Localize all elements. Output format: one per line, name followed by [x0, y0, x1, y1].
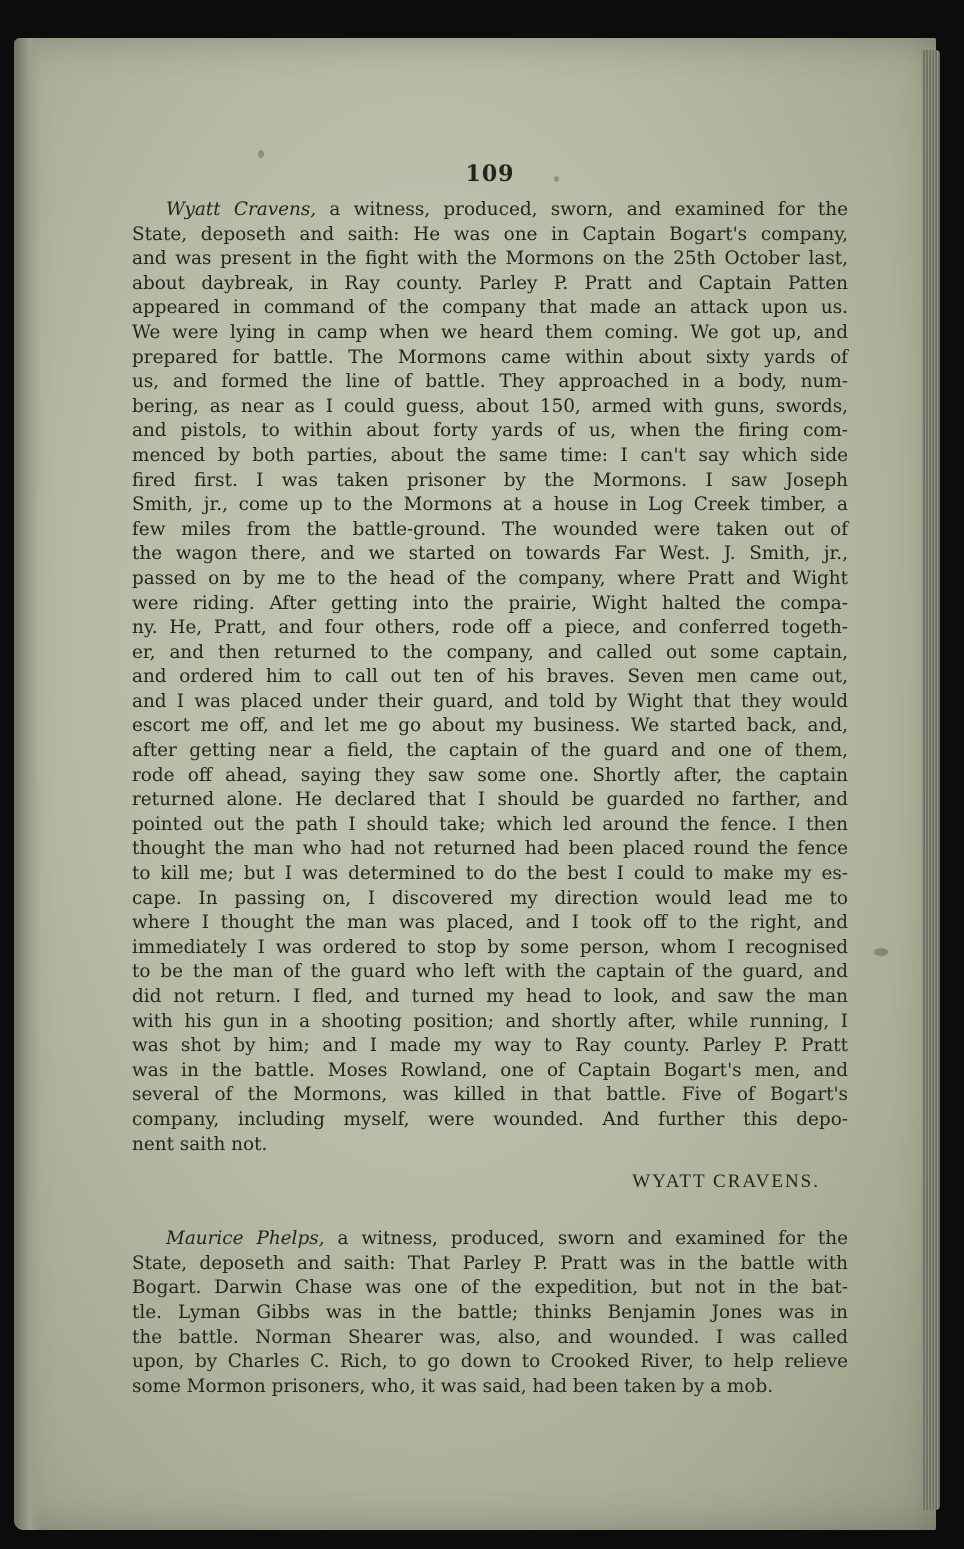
line-text: er, and then returned to the company, and called out some captain,	[132, 641, 848, 663]
line-text: escort me off, and let me go about my business. We started back, and,	[132, 715, 848, 737]
line-text: some Mormon prisoners, who, it was said, had been taken by a mob.	[132, 1375, 774, 1397]
text-line	[132, 1133, 848, 1158]
text-line	[132, 837, 848, 862]
ink-spot	[874, 948, 888, 956]
text-line	[132, 542, 848, 567]
line-text: cape. In passing on, I discovered my direction would lead me to	[132, 887, 848, 909]
line-text: with his gun in a shooting position; and shortly after, while running, I	[132, 1010, 848, 1032]
line-text: tle. Lyman Gibbs was in the battle; thinks Benjamin Jones was in	[132, 1301, 848, 1323]
line-text: where I thought the man was placed, and I took off to the right, and	[132, 912, 848, 934]
line-text: us, and formed the line of battle. They approached in a body, num-	[132, 371, 848, 393]
text-line	[132, 493, 848, 518]
line-text: the battle. Norman Shearer was, also, and wounded. I was called	[132, 1326, 848, 1348]
text-line	[132, 1252, 848, 1277]
line-text: appeared in command of the company that made an attack upon us.	[132, 297, 848, 319]
text-line	[132, 714, 848, 739]
line-text: rode off ahead, saying they saw some one. Shortly after, the captain	[132, 764, 848, 786]
text-line	[132, 247, 848, 272]
page-number: 109	[465, 161, 515, 187]
text-line	[132, 887, 848, 912]
text-line	[132, 223, 848, 248]
text-line	[132, 321, 848, 346]
text-line	[132, 1227, 848, 1252]
line-text: fired first. I was taken prisoner by the Mormons. I saw Joseph	[132, 469, 848, 491]
line-text: prepared for battle. The Mormons came within about sixty yards of	[132, 346, 848, 368]
text-line	[132, 1108, 848, 1133]
line-text: We were lying in camp when we heard them coming. We got up, and	[132, 321, 848, 343]
text-line	[132, 936, 848, 961]
line-text: returned alone. He declared that I should be guarded no farther, and	[132, 789, 848, 811]
text-line	[132, 518, 848, 543]
line-text: a witness, produced, sworn, and examined for the	[329, 199, 848, 220]
line-text: ny. He, Pratt, and four others, rode off a piece, and conferred togeth-	[132, 617, 848, 639]
deposition-maurice-phelps	[132, 1227, 848, 1399]
page-stack-edges	[922, 50, 940, 1510]
line-text: menced by both parties, about the same time: I can't say which side	[132, 444, 848, 466]
line-text: few miles from the battle-ground. The wounded were taken out of	[132, 518, 848, 540]
text-line	[132, 272, 848, 297]
text-line	[132, 1034, 848, 1059]
line-text: thought the man who had not returned had been placed round the fence	[132, 838, 848, 860]
line-text: about daybreak, in Ray county. Parley P. Pratt and Captain Patten	[132, 272, 848, 294]
line-text: was shot by him; and I made my way to Ray county. Parley P. Pratt	[132, 1035, 848, 1057]
text-line	[132, 911, 848, 936]
text-line	[132, 1350, 848, 1375]
text-line	[132, 1301, 848, 1326]
line-text: were riding. After getting into the prairie, Wight halted the compa-	[132, 592, 848, 614]
witness-name: Maurice Phelps,	[166, 1228, 325, 1250]
text-line	[132, 370, 848, 395]
line-text: immediately I was ordered to stop by some person, whom I recognised	[132, 936, 848, 958]
text-line	[132, 788, 848, 813]
line-text: after getting near a field, the captain of the guard and one of them,	[132, 740, 848, 762]
text-line	[132, 1276, 848, 1301]
text-line	[132, 469, 848, 494]
line-text: bering, as near as I could guess, about 150, armed with guns, swords,	[132, 395, 848, 417]
text-line	[132, 296, 848, 321]
text-line	[132, 1059, 848, 1084]
text-line	[132, 641, 848, 666]
text-line	[132, 960, 848, 985]
text-line	[132, 739, 848, 764]
text-line	[132, 1375, 848, 1400]
line-text: pointed out the path I should take; which led around the fence. I then	[132, 813, 848, 835]
line-text: was in the battle. Moses Rowland, one of Captain Bogart's men, and	[132, 1059, 848, 1081]
line-text: and I was placed under their guard, and told by Wight that they would	[132, 690, 848, 712]
text-line	[132, 1083, 848, 1108]
line-text: upon, by Charles C. Rich, to go down to Crooked River, to help relieve	[132, 1351, 848, 1373]
line-text: the wagon there, and we started on towards Far West. J. Smith, jr.,	[132, 543, 848, 565]
text-line	[132, 592, 848, 617]
line-text: nent saith not.	[132, 1133, 268, 1155]
witness-name: Wyatt Cravens,	[166, 199, 317, 220]
text-line	[132, 616, 848, 641]
line-text: several of the Mormons, was killed in that battle. Five of Bogart's	[132, 1084, 848, 1106]
line-text: to be the man of the guard who left with the captain of the guard, and	[132, 961, 848, 983]
signature-wyatt-cravens: WYATT CRAVENS.	[632, 1171, 820, 1193]
line-text: a witness, produced, sworn and examined for the	[337, 1228, 848, 1250]
text-line	[132, 690, 848, 715]
line-text: and was present in the fight with the Mormons on the 25th October last,	[132, 248, 848, 270]
text-line	[132, 198, 848, 223]
line-text: and pistols, to within about forty yards of us, when the firing com-	[132, 420, 848, 442]
line-text: did not return. I fled, and turned my head to look, and saw the man	[132, 986, 848, 1007]
line-text: and ordered him to call out ten of his braves. Seven men came out,	[132, 666, 848, 688]
line-text: Smith, jr., come up to the Mormons at a house in Log Creek timber, a	[132, 494, 848, 516]
page-text	[132, 150, 848, 1399]
line-text: Bogart. Darwin Chase was one of the expedition, but not in the bat-	[132, 1277, 848, 1299]
text-line	[132, 764, 848, 789]
text-line	[132, 813, 848, 838]
text-line	[132, 444, 848, 469]
line-text: company, including myself, were wounded. And further this depo-	[132, 1108, 848, 1130]
text-line	[132, 985, 848, 1010]
line-text: to kill me; but I was determined to do the best I could to make my es-	[132, 863, 848, 885]
line-text: State, deposeth and saith: That Parley P. Pratt was in the battle with	[132, 1252, 848, 1274]
page-gutter	[14, 38, 40, 1530]
text-line	[132, 419, 848, 444]
text-line	[132, 1326, 848, 1351]
deposition-wyatt-cravens	[132, 198, 848, 1157]
text-line	[132, 395, 848, 420]
text-line	[132, 346, 848, 371]
text-line	[132, 1010, 848, 1035]
text-line	[132, 862, 848, 887]
line-text: State, deposeth and saith: He was one in Captain Bogart's company,	[132, 223, 848, 245]
line-text: passed on by me to the head of the company, where Pratt and Wight	[132, 567, 848, 589]
text-line	[132, 665, 848, 690]
text-line	[132, 567, 848, 592]
